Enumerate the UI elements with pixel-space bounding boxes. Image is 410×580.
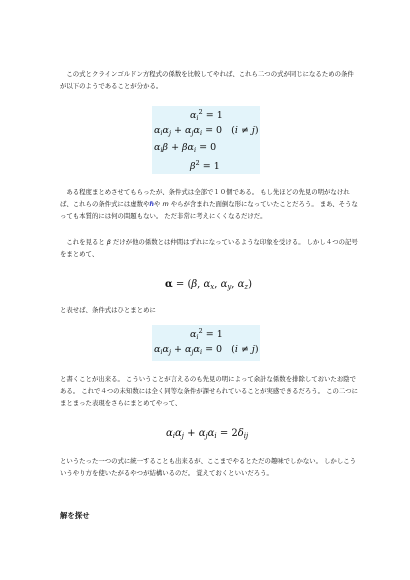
eq-anticommutator-beta: $\alpha_i\beta + \beta\alpha_i = 0$: [154, 142, 217, 154]
paragraph-beta-odd-one-out: これを見ると β だけが他の係数とは仲間はずれになっているような印象を受ける。 しかし４つの記号をまとめて、: [60, 238, 358, 258]
eq-anticommutator-combined: $\alpha_i\alpha_j + \alpha_j\alpha_i = 0$ (i ≠ j): [154, 344, 259, 356]
equation-block-conditions: [152, 106, 260, 174]
paragraph-hobby-remark: というたった一つの式に統一することも出来るが、ここまでやるとただの趣味でしかない。 しかしこういうやり方を使いたがるやつが結構いるのだ。 覚えておくといいだろう。: [60, 457, 356, 477]
paragraph-combined-intro: と表せば、条件式はひとまとめに: [60, 306, 156, 314]
paragraph-ten-conditions: ある程度まとめさせてもらったが、条件式は全部で１０個である。 もし先ほどの先見の明がなければ、これらの条件式には虚数やℏや m やらが含まれた面倒な形になっていたことだろう。 まあ、そうなっても本質的には何の問題もない。 ただ非常に考えにくくなるだけだ。: [60, 188, 358, 220]
eq-beta-squared: $\beta^2 = 1$: [190, 159, 220, 172]
equation-alpha-vector: α = (β, $\alpha_x$, $\alpha_y$, $\alpha_z$): [165, 279, 253, 291]
eq-anticommutator-alpha: $\alpha_i\alpha_j + \alpha_j\alpha_i = 0$ (i ≠ j): [154, 125, 259, 137]
eq-alpha-squared-combined: $\alpha_i^2 = 1$: [190, 327, 223, 341]
paragraph-condition-intro: この式とクラインゴルドン方程式の係数を比較してやれば、これら二つの式が同じになるための条件が以下のようであることが分かる。: [60, 70, 354, 90]
equation-unified: $\alpha_i\alpha_j + \alpha_j\alpha_i = 2\delta_{ij}$: [166, 428, 249, 440]
paragraph-foresight: と書くことが出来る。 こういうことが言えるのも先見の明によって余計な係数を排除しておいたお陰である。 これで４つの未知数には全く同等な条件が課せられていることが実感できるだろう。 この二つにまとまった表現をさらにまとめてやって、: [60, 375, 359, 407]
section-heading: 解を探せ: [60, 511, 90, 520]
equation-block-combined: [152, 325, 260, 361]
eq-alpha-squared: $\alpha_i^2 = 1$: [190, 108, 223, 122]
